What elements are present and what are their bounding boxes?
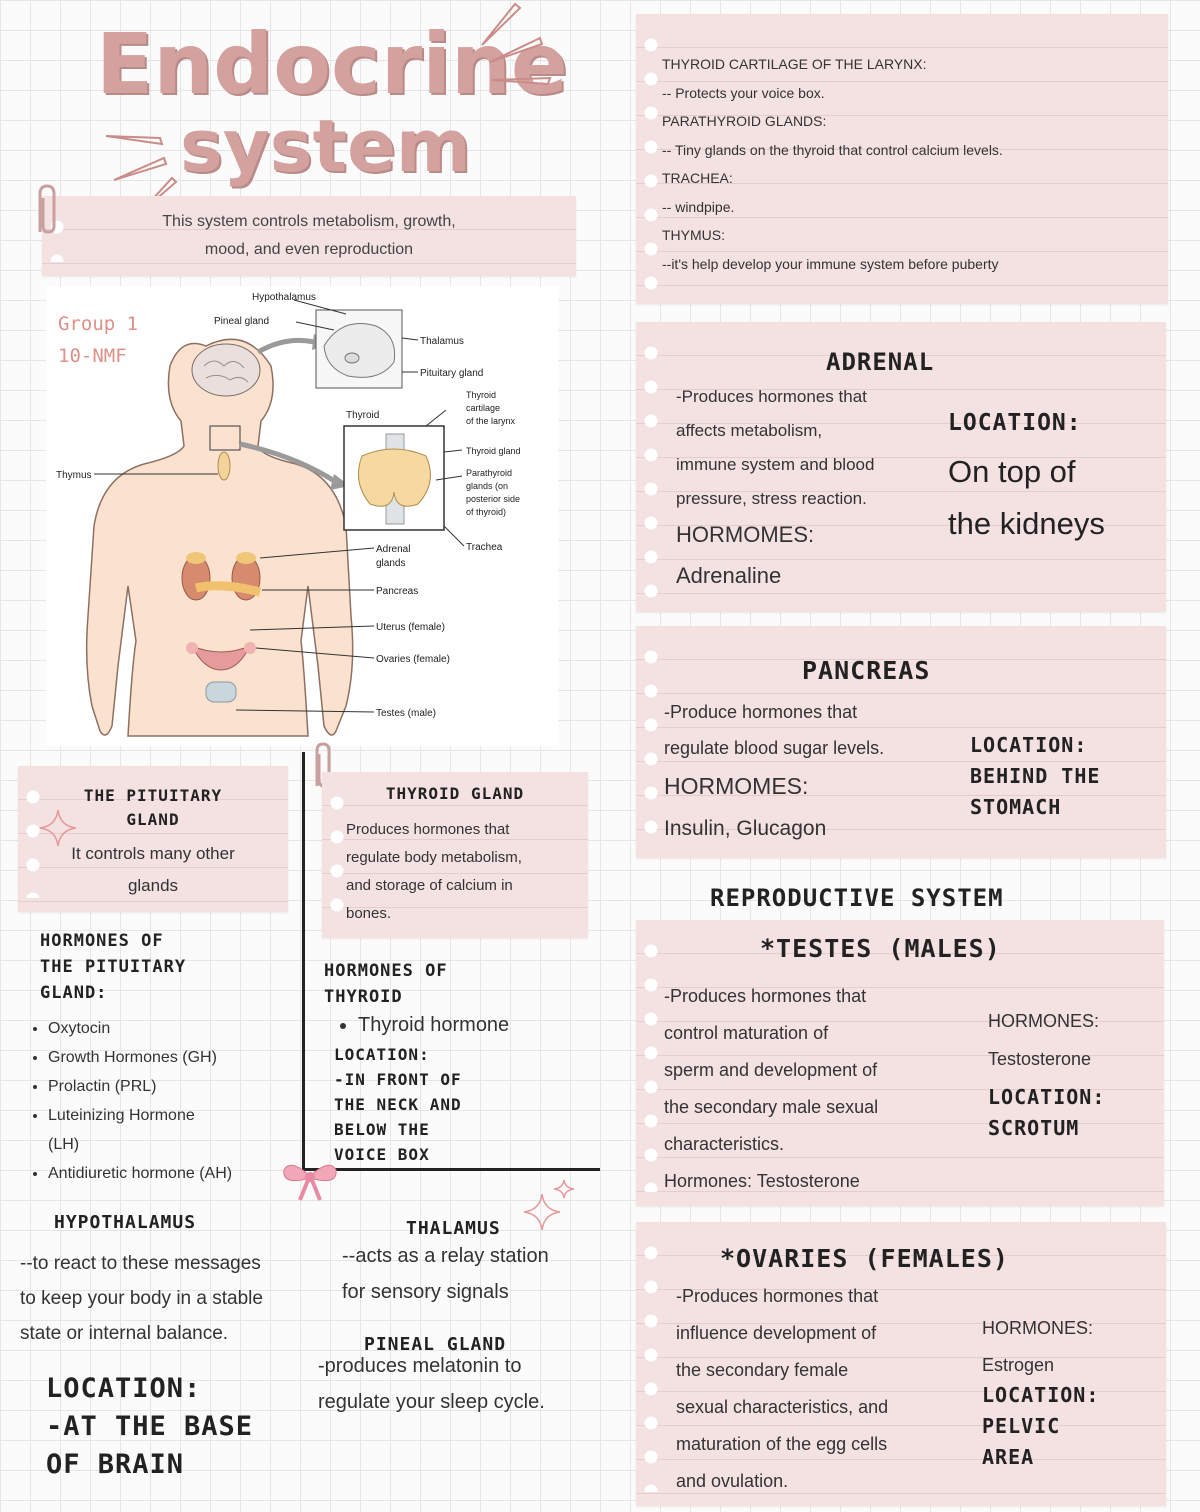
thyroid-loc-5: VOICE BOX [334,1145,430,1164]
label-thalamus: Thalamus [420,336,464,347]
thyroid-loc-1: LOCATION: [334,1045,430,1064]
ovaries-location-1: LOCATION: [982,1383,1100,1407]
thyroid-loc-4: BELOW THE [334,1120,430,1139]
hormone-item: • Antidiuretic hormone (AH) [48,1159,232,1188]
anatomy-diagram [46,286,558,746]
testes-desc-3: sperm and development of [664,1060,878,1080]
adrenal-location-2: the kidneys [948,506,1105,541]
testes-card [636,920,1164,1206]
hormone-item: • Growth Hormones (GH) [48,1043,232,1072]
thyroid-hormones-title-1: HORMONES OF [324,961,448,981]
testes-location-2: SCROTUM [988,1116,1080,1140]
sparkle-lines-icon [470,0,560,100]
thyroid-title: THYROID GLAND [385,784,525,803]
hypothalamus-desc-2: to keep your body in a stable [20,1288,263,1309]
vertical-divider [302,752,305,1172]
testes-desc-5: characteristics. [664,1134,785,1154]
paperclip-icon [30,182,64,238]
pancreas-title: PANCREAS [802,656,931,685]
neck-line-5: TRACHEA: [662,170,733,186]
thyroid-desc-3: and storage of calcium in [346,877,513,894]
label-hypothalamus: Hypothalamus [252,292,316,303]
adrenal-desc-3: immune system and blood [676,455,875,474]
thyroid-desc-2: regulate body metabolism, [346,849,522,866]
testes-desc-2: control maturation of [664,1023,829,1043]
thyroid-desc-1: Produces hormones that [346,821,510,838]
brain-shape [192,344,260,396]
label-thyroid-cartilage-2: cartilage [466,403,501,413]
neck-line-7: THYMUS: [662,227,725,243]
pancreas-desc-2: regulate blood sugar levels. [664,738,885,758]
body-silhouette [87,339,353,736]
label-adrenal-1: Adrenal [376,544,411,555]
hormone-item: • Prolactin (PRL) [48,1072,232,1101]
pituitary-hormones-title-2: THE PITUITARY [40,957,187,977]
thalamus-title: THALAMUS [406,1218,501,1239]
ovaries-location-2: PELVIC [982,1414,1061,1438]
adrenal-hormone: Adrenaline [676,563,782,588]
pancreas-location-2: BEHIND THE [970,764,1101,788]
adrenal-desc-2: affects metabolism, [676,421,823,440]
label-parathyroid-2: glands (on [466,481,509,491]
thyroid-card [322,772,588,938]
intro-line-1: This system controls metabolism, growth, [162,213,456,230]
ovaries-card [636,1222,1166,1506]
neck-line-3: PARATHYROID GLANDS: [662,113,827,129]
thyroid-desc-4: bones. [346,905,392,922]
hormone-item: • Oxytocin [48,1014,232,1043]
thyroid-loc-2: -IN FRONT OF [334,1070,462,1089]
hypothalamus-loc-3: OF BRAIN [46,1449,185,1480]
pancreas-location-1: LOCATION: [970,733,1088,757]
hormone-item-cont: (LH) [48,1136,80,1153]
group-line-2: 10-NMF [58,345,127,367]
thalamus-desc-1: --acts as a relay station [342,1245,549,1267]
thalamus-desc [342,1238,549,1310]
label-uterus: Uterus (female) [376,622,445,633]
hormone-item: • Luteinizing Hormone [48,1101,232,1130]
pancreas-location-3: STOMACH [970,795,1062,819]
pituitary-hormones-title-1: HORMONES OF [40,931,164,951]
ovaries-hormones-label: HORMONES: [982,1318,1094,1338]
adrenal-hormones-label: HORMOMES: [676,522,815,547]
testes-hormone: Testosterone [988,1049,1092,1069]
label-ovaries: Ovaries (female) [376,654,450,665]
pineal-desc-2: regulate your sleep cycle. [318,1391,545,1413]
pituitary-title-2: GLAND [126,810,180,829]
label-testes: Testes (male) [376,708,437,719]
hypothalamus-title: HYPOTHALAMUS [54,1212,197,1233]
label-adrenal-2: glands [376,558,406,569]
pineal-title: PINEAL GLAND [364,1334,507,1355]
label-thyroid-gland: Thyroid gland [466,446,521,456]
hypothalamus-desc-1: --to react to these messages [20,1253,261,1274]
testes-desc-6: Hormones: Testosterone [664,1171,860,1191]
pancreas-hormones-label: HORMOMES: [664,773,809,799]
label-parathyroid-1: Parathyroid [466,468,513,478]
pituitary-hormone-list [26,1014,232,1188]
ovaries-desc-4: sexual characteristics, and [676,1397,889,1417]
ovaries-desc-1: -Produces hormones that [676,1286,879,1306]
intro-card [42,196,576,276]
page-title: Endocrine [96,15,568,113]
label-pineal: Pineal gland [214,316,270,327]
sparkle-icon [38,808,78,848]
pancreas-card [636,626,1166,858]
ovaries-location-3: AREA [982,1445,1035,1469]
neck-line-4: -- Tiny glands on the thyroid that control calcium levels. [662,141,1003,158]
testes-location-1: LOCATION: [988,1085,1106,1109]
ovaries-desc-6: and ovulation. [676,1471,789,1491]
neck-line-2: -- Protects your voice box. [662,84,825,101]
hypothalamus-desc [20,1246,263,1351]
label-thyroid-cartilage-1: Thyroid [466,390,497,400]
hypothalamus-loc-1: LOCATION: [46,1373,202,1404]
horizontal-divider [302,1168,600,1171]
sparkle-icon [520,1178,580,1238]
adrenal-desc-4: pressure, stress reaction. [676,489,867,508]
intro-line-2: mood, and even reproduction [204,241,414,258]
group-line-1: Group 1 [58,313,139,335]
thyroid-loc-3: THE NECK AND [334,1095,462,1114]
pituitary-hormones-title [40,928,186,1006]
pineal-desc [318,1348,545,1420]
page-subtitle: system [180,104,471,188]
neck-line-1: THYROID CARTILAGE OF THE LARYNX: [662,56,927,72]
testes-desc-1: -Produces hormones that [664,986,867,1006]
neck-structures-card [636,14,1168,304]
pituitary-hormones-title-3: GLAND: [40,983,108,1003]
thyroid-hormones-title [324,958,448,1010]
thalamus-desc-2: for sensory signals [342,1281,509,1303]
bow-icon [280,1156,340,1204]
label-thymus: Thymus [56,470,92,481]
reproductive-title: REPRODUCTIVE SYSTEM [710,884,1004,912]
ovaries-desc-5: maturation of the egg cells [676,1434,888,1454]
label-parathyroid-4: of thyroid) [466,507,507,517]
adrenal-desc-1: -Produces hormones that [676,387,867,406]
pituitary-desc-2: glands [127,876,179,895]
testes-title: *TESTES (MALES) [760,934,1001,963]
ovaries-desc-3: the secondary female [676,1360,849,1380]
thyroid-hormones-title-2: THYROID [324,987,403,1007]
adrenal-title: ADRENAL [826,348,935,376]
pituitary-desc-1: It controls many other [71,844,235,863]
pancreas-hormone: Insulin, Glucagon [664,817,827,840]
label-thyroid-cartilage-3: of the larynx [466,416,516,426]
pituitary-title-1: THE PITUITARY [83,786,223,805]
label-pituitary: Pituitary gland [420,368,484,379]
adrenal-location-label: LOCATION: [948,410,1082,436]
hypothalamus-desc-3: state or internal balance. [20,1323,229,1344]
adrenal-location-1: On top of [948,454,1076,489]
neck-line-8: --it's help develop your immune system before puberty [662,255,999,272]
ovaries-title: *OVARIES (FEMALES) [720,1244,1009,1273]
label-pancreas: Pancreas [376,586,419,597]
testes-desc-4: the secondary male sexual [664,1097,879,1117]
hypothalamus-location [46,1370,253,1484]
label-trachea: Trachea [466,542,503,553]
hypothalamus-loc-2: -AT THE BASE [46,1411,254,1442]
neck-line-6: -- windpipe. [662,198,735,215]
hormone-item: • Thyroid hormone [358,1010,509,1040]
testes-hormones-label: HORMONES: [988,1011,1100,1031]
ovaries-desc-2: influence development of [676,1323,877,1343]
label-thyroid: Thyroid [346,410,380,421]
pancreas-desc-1: -Produce hormones that [664,702,858,722]
adrenal-card [636,322,1166,612]
pineal-desc-1: -produces melatonin to [318,1355,522,1377]
thyroid-hormone-list [336,1010,509,1040]
thyroid-location [334,1042,462,1167]
ovaries-hormone: Estrogen [982,1355,1055,1375]
label-parathyroid-3: posterior side [466,494,521,504]
